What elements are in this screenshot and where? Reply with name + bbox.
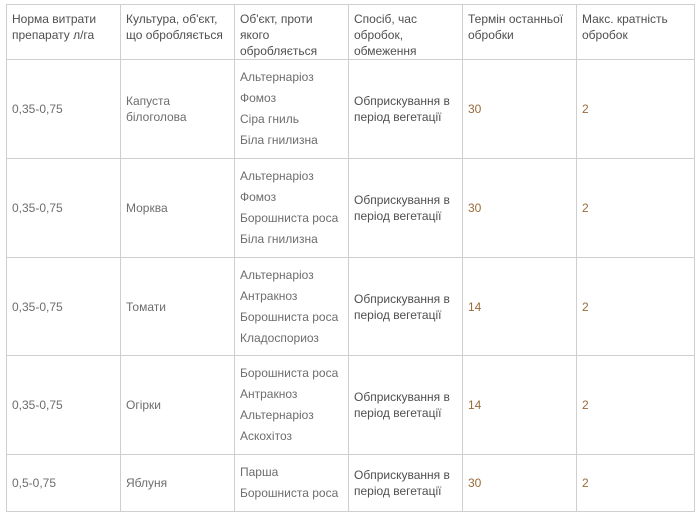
table-row [7, 455, 695, 512]
header-term: Термін останньої обробки [463, 5, 577, 60]
table-row [7, 258, 695, 356]
cell-method: Обприскування в період вегетації [349, 356, 463, 455]
target-item: Фомоз [240, 91, 277, 105]
cell-max: 2 [577, 455, 695, 512]
cell-norm: 0,35-0,75 [7, 258, 121, 356]
cell-crop: Томати [121, 258, 235, 356]
cell-method: Обприскування в період вегетації [349, 258, 463, 356]
cell-norm: 0,35-0,75 [7, 60, 121, 159]
cell-targets [235, 60, 349, 159]
target-item: Борошниста роса [240, 366, 339, 380]
table-container [6, 4, 695, 512]
table-row [7, 356, 695, 455]
cell-targets [235, 455, 349, 512]
cell-norm: 0,35-0,75 [7, 159, 121, 258]
header-method: Спосіб, час обробок, обмеження [349, 5, 463, 60]
target-item: Фомоз [240, 190, 277, 204]
cell-max: 2 [577, 60, 695, 159]
target-item: Сіра гниль [240, 112, 299, 126]
header-max: Макс. кратність обробок [577, 5, 695, 60]
cell-crop: Капуста білоголова [121, 60, 235, 159]
table-row [7, 159, 695, 258]
cell-max: 2 [577, 356, 695, 455]
cell-term: 14 [463, 356, 577, 455]
cell-crop: Яблуня [121, 455, 235, 512]
target-item: Борошниста роса [240, 486, 339, 500]
cell-max: 2 [577, 159, 695, 258]
cell-targets [235, 356, 349, 455]
cell-term: 30 [463, 60, 577, 159]
target-item: Борошниста роса [240, 309, 339, 324]
cell-term: 30 [463, 159, 577, 258]
table-header-row [7, 5, 695, 60]
cell-method: Обприскування в період вегетації [349, 159, 463, 258]
cell-crop: Огірки [121, 356, 235, 455]
cell-norm: 0,5-0,75 [7, 455, 121, 512]
cell-max: 2 [577, 258, 695, 356]
target-item: Альтернаріоз [240, 70, 314, 84]
cell-norm: 0,35-0,75 [7, 356, 121, 455]
header-crop: Культура, об'єкт, що обробляється [121, 5, 235, 60]
target-item: Альтернаріоз [240, 267, 314, 282]
target-item: Антракноз [240, 387, 298, 401]
cell-method: Обприскування в період вегетації [349, 60, 463, 159]
header-target: Об'єкт, проти якого обробляється [235, 5, 349, 60]
target-item: Біла гнилизна [240, 133, 318, 147]
cell-term: 14 [463, 258, 577, 356]
table-row [7, 60, 695, 159]
cell-term: 30 [463, 455, 577, 512]
target-item: Аскохітоз [240, 429, 292, 443]
target-item: Кладоспориоз [240, 330, 319, 345]
target-item: Альтернаріоз [240, 408, 314, 422]
target-item: Борошниста роса [240, 211, 339, 225]
pesticide-application-table [6, 4, 695, 512]
cell-method: Обприскування в період вегетації [349, 455, 463, 512]
target-item: Антракноз [240, 288, 298, 303]
header-norm: Норма витрати препарату л/га [7, 5, 121, 60]
cell-targets [235, 159, 349, 258]
cell-crop: Морква [121, 159, 235, 258]
target-item: Альтернаріоз [240, 169, 314, 183]
cell-targets [235, 258, 349, 356]
target-item: Біла гнилизна [240, 232, 318, 246]
target-item: Парша [240, 465, 279, 479]
